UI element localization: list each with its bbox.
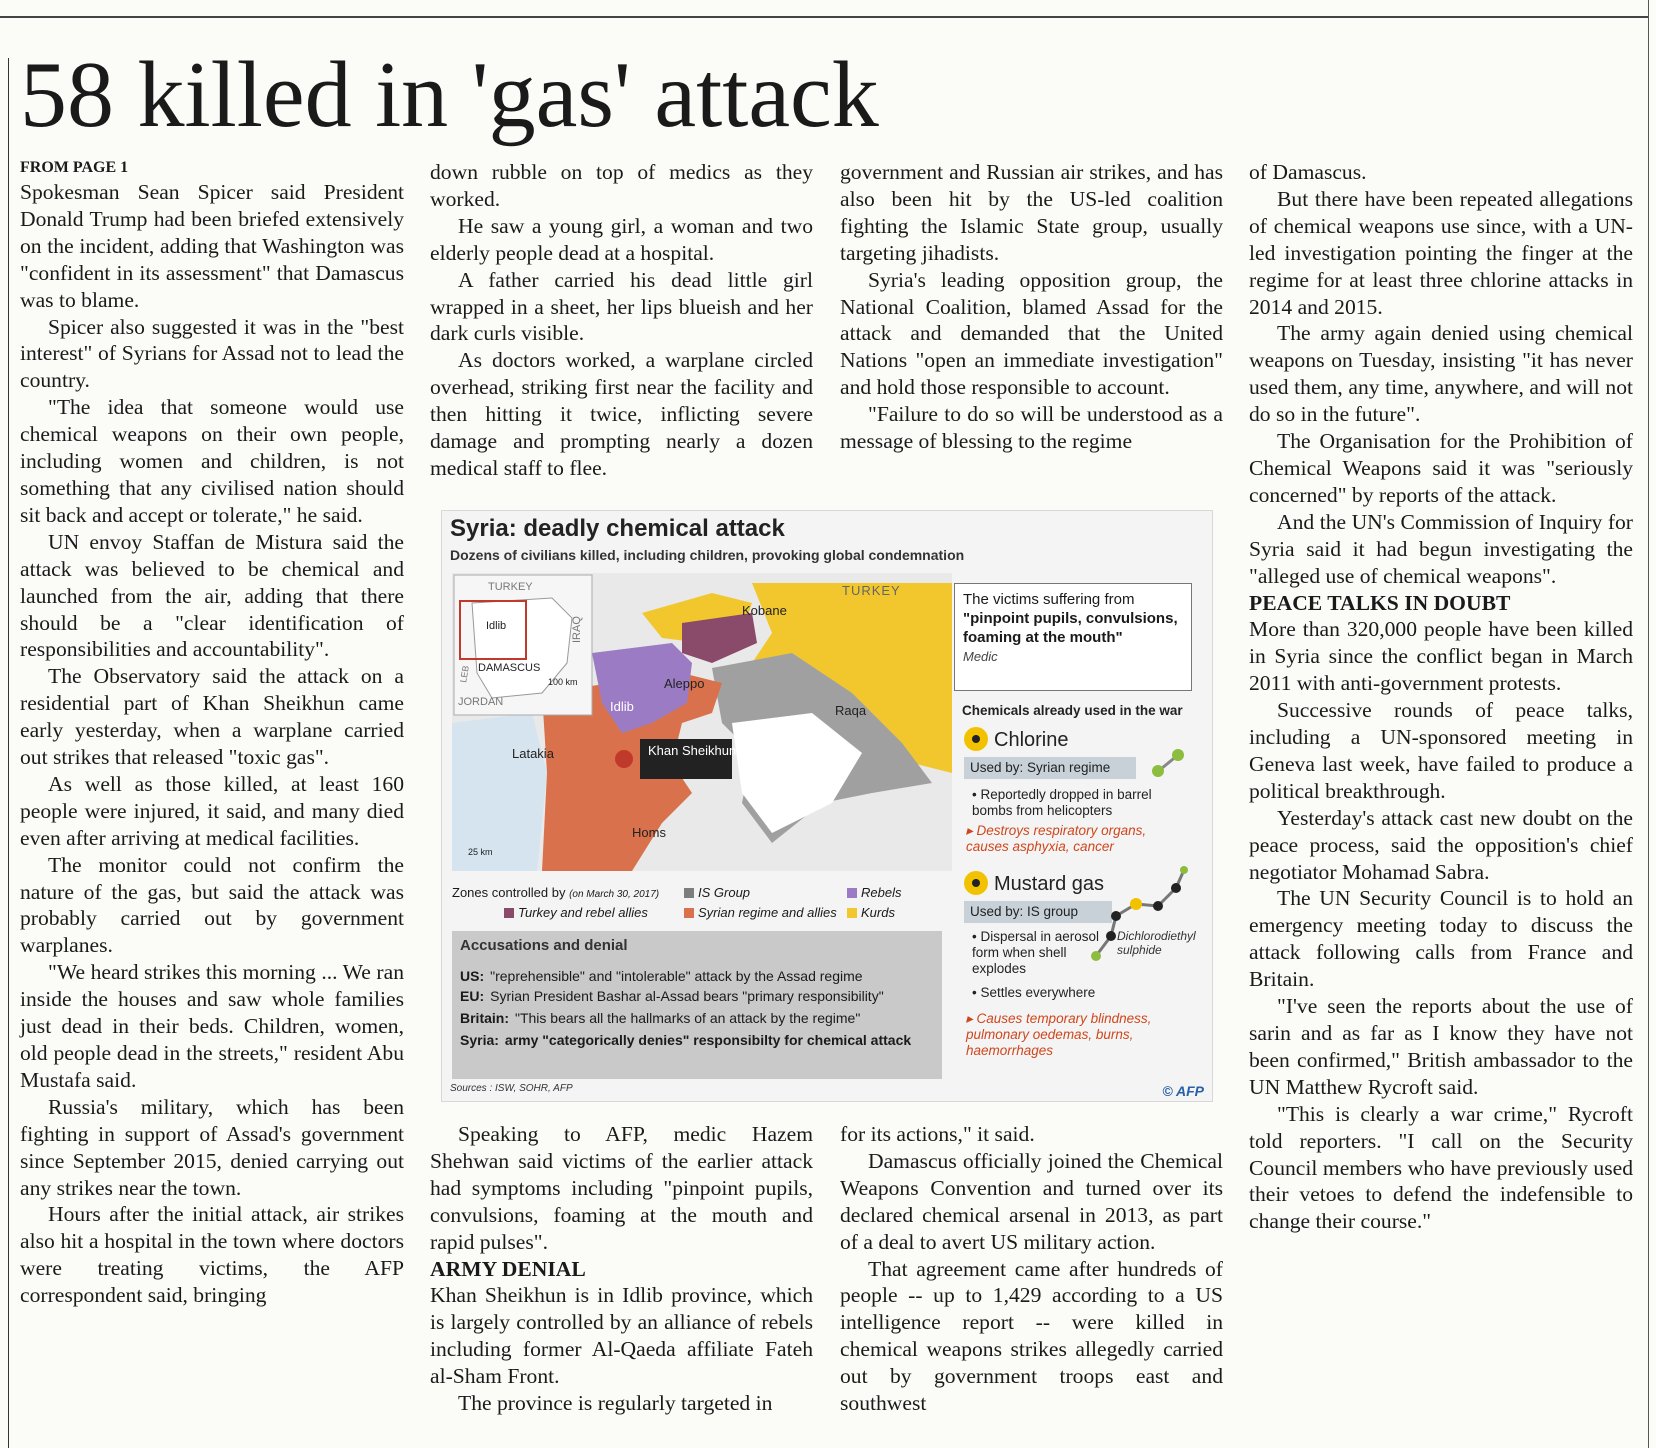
paragraph: Successive rounds of peace talks, including a UN-sponsored meeting in Geneva last week, have failed to produce a political breakthrough. [1249,698,1633,803]
map-label-iraq: IRAQ [571,616,583,643]
accusation-us-text: "reprehensible" and "intolerable" attack by the Assad regime [490,968,863,984]
accusation-syria-text: army "categorically denies" responsibilty for chemical attack [504,1032,912,1048]
mustard-name: Mustard gas [994,873,1105,895]
right-rule [1648,0,1649,1448]
accusation-eu-key: EU: [460,988,485,1004]
hazard-icon [964,727,988,751]
legend-swatch-kurds [847,908,857,918]
map-label-leb: LEB [458,664,471,684]
top-rule [0,16,1648,18]
paragraph: The Observatory said the attack on a residential part of Khan Sheikhun came early yesterday, when a warplane carried out strikes that released "toxic gas". [20,664,404,770]
paragraph: That agreement came after hundreds of people -- up to 1,429 according to a US intelligence report -- were killed in chemical weapons strikes allegedly carried out by government troops east and southwest [840,1256,1223,1416]
legend-swatch-turkey [504,908,514,918]
paragraph: Syria's leading opposition group, the National Coalition, blamed Assad for the attack and demanded that the United Nations "open an immediate investigation" and hold those responsible to account. [840,267,1223,400]
paragraph: Russia's military, which has been fighting in support of Assad's government since September 2015, denied carrying out any strikes near the town. [20,1094,404,1200]
paragraph: Khan Sheikhun is in Idlib province, which is largely controlled by an alliance of rebels including former Al-Qaeda affiliate Fateh al-Sham Front. [430,1283,813,1389]
accusation-eu [460,987,930,1005]
paragraph: "We heard strikes this morning ... We ran inside the houses and saw whole families just dead in their beds. Children, women, old people dead in the streets," resident Abu Mustafa said. [20,960,404,1092]
legend-swatch-regime [684,908,694,918]
mustard-bullet-1-text: Dispersal in aerosol form when shell explodes [972,929,1100,976]
chlorine-bullet: • Reportedly dropped in barrel bombs from helicopters [972,787,1152,818]
legend-is-label: IS Group [698,885,751,900]
paragraph: He saw a young girl, a woman and two elderly people dead at a hospital. [430,213,813,265]
chlorine-effects-text: Destroys respiratory organs, causes asphyxia, cancer [966,823,1147,854]
legend-is-group [684,885,750,900]
infographic-title: Syria: deadly chemical attack [450,515,785,542]
map-label-homs: Homs [632,825,666,840]
accusation-us [460,967,930,985]
map-label-jordan: JORDAN [458,696,504,708]
map-label-turkey-inset: TURKEY [488,581,533,593]
accusation-eu-text: Syrian President Bashar al-Assad bears "primary responsibility" [490,988,884,1004]
afp-credit: © AFP [1162,1083,1204,1099]
mustard-heading [964,871,1104,896]
map-label-damascus: DAMASCUS [478,662,541,674]
victims-quote: "pinpoint pupils, convulsions, foaming at the mouth" [963,610,1178,646]
map-label-aleppo: Aleppo [664,676,705,691]
paragraph: The Organisation for the Prohibition of Chemical Weapons said it was "seriously concerned" by reports of the attack. [1249,429,1633,507]
paragraph: More than 320,000 people have been killed in Syria since the conflict began in March 2011 with anti-government protests. [1249,617,1633,696]
map-label-khan-sheikhun: Khan Sheikhun [648,743,737,758]
paragraph: And the UN's Commission of Inquiry for Syria said it had begun investigating the "alleged use of chemical weapons". [1249,509,1633,588]
paragraph: A father carried his dead little girl wrapped in a sheet, her lips blueish and her dark curls visible. [430,267,813,346]
paragraph: down rubble on top of medics as they worked. [430,160,813,211]
paragraph: As well as those killed, at least 160 people were injured, it said, and many died even after arriving at medical facilities. [20,771,404,850]
map-legend [452,883,952,927]
mustard-bullet-1: • Dispersal in aerosol form when shell explodes [972,929,1100,976]
accusations-panel [452,931,942,1079]
attack-marker-icon [615,750,633,768]
legend-regime-label: Syrian regime and allies [698,905,837,920]
paragraph: Spicer also suggested it was in the "best interest" of Syrians for Assad not to lead the country. [20,314,404,393]
legend-rebels [847,885,901,900]
legend-kurds [847,905,895,920]
infographic-subtitle: Dozens of civilians killed, including children, provoking global condemnation [450,547,965,563]
legend-swatch-rebels [847,888,857,898]
article-column-3-bottom [840,1121,1223,1417]
chlorine-effects: ▸ Destroys respiratory organs, causes asphyxia, cancer [966,823,1147,854]
accusation-britain [460,1009,930,1027]
article-column-1 [20,157,404,1309]
paragraph: UN envoy Staffan de Mistura said the attack was believed to be chemical and launched from the air, adding that there should be a "clear identification of responsibilities and accountability". [20,529,404,662]
left-rule [8,58,9,1448]
accusation-syria-key: Syria: [460,1032,499,1048]
legend-date: (on March 30, 2017) [569,889,660,900]
legend-turkey-allies [504,905,648,920]
map-label-kobane: Kobane [742,603,787,618]
molecule-label: Dichlorodiethyl sulphide [1117,929,1196,957]
paragraph: "The idea that someone would use chemical weapons on their own people, including women and children, is not something that any civilised nation should sit back and accept or tolerate," he said. [20,395,404,527]
victims-source: Medic [963,649,998,664]
subheading-army-denial: ARMY DENIAL [430,1256,586,1281]
accusation-britain-key: Britain: [460,1010,509,1026]
chlorine-name: Chlorine [994,729,1069,751]
paragraph: of Damascus. [1249,160,1367,184]
paragraph: Spokesman Sean Spicer said President Donald Trump had been briefed extensively on the incident, adding that Washington was "confident in its assessment" that Damascus was to blame. [20,180,404,312]
chlorine-molecule-icon [1150,747,1186,779]
paragraph: government and Russian air strikes, and has also been hit by the US-led coalition fighting the Islamic State group, usually targeting jihadists. [840,160,1223,265]
map-label-scale-inset: 100 km [548,677,578,687]
article-column-4 [1249,159,1633,1235]
chlorine-heading [964,727,1068,752]
paragraph: "Failure to do so will be understood as a message of blessing to the regime [840,402,1223,454]
mustard-used-by: Used by: IS group [964,901,1112,923]
mustard-effects-text: Causes temporary blindness, pulmonary oedemas, burns, haemorrhages [966,1011,1152,1058]
map-label-idlib: Idlib [610,699,634,714]
headline: 58 killed in 'gas' attack [20,43,879,147]
legend-title-text: Zones controlled by [452,885,566,900]
paragraph: Speaking to AFP, medic Hazem Shehwan said victims of the earlier attack had symptoms including "pinpoint pupils, convulsions, foaming at the mouth and rapid pulses". [430,1122,813,1254]
accusation-us-key: US: [460,968,485,984]
kicker: FROM PAGE 1 [20,159,129,176]
chlorine-used-by: Used by: Syrian regime [964,757,1136,779]
article-column-2-top [430,159,813,482]
paragraph: Hours after the initial attack, air strikes also hit a hospital in the town where doctors were treating victims, the AFP correspondent said, bringing [20,1202,404,1308]
paragraph: Damascus officially joined the Chemical Weapons Convention and turned over its declared chemical arsenal in 2013, as part of a deal to avert US military action. [840,1148,1223,1254]
paragraph: The army again denied using chemical weapons on Tuesday, insisting "it has never used them, any time, anywhere, and will not do so in the future". [1249,321,1633,427]
infographic [441,510,1213,1102]
map-label-raqa: Raqa [835,703,867,718]
map-label-latakia: Latakia [512,746,554,761]
victims-quote-box [954,583,1192,691]
accusation-britain-text: "This bears all the hallmarks of an attack by the regime" [515,1010,861,1026]
paragraph: "I've seen the reports about the use of sarin and as far as I know they have not been confirmed," British ambassador to the UN Matthew Rycroft said. [1249,994,1633,1099]
subheading-peace-talks: PEACE TALKS IN DOUBT [1249,590,1511,615]
paragraph: As doctors worked, a warplane circled overhead, striking first near the facility and then hitting it twice, inflicting severe damage and prompting nearly a dozen medical staff to flee. [430,348,813,480]
paragraph: The province is regularly targeted in [458,1391,773,1416]
paragraph: The monitor could not confirm the nature of the gas, but said the attack was probably carried out by government warplanes. [20,852,404,958]
paragraph: The UN Security Council is to hold an emergency meeting today to discuss the attack following calls from France and Britain. [1249,886,1633,992]
legend-swatch-is [684,888,694,898]
mustard-bullet-2-text: Settles everywhere [980,985,1096,1000]
legend-turkey-label: Turkey and rebel allies [518,905,648,920]
paragraph: But there have been repeated allegations of chemical weapons use since, with a UN-led investigation pointing the finger at the regime for at least three chlorine attacks in 2014 and 2015. [1249,186,1633,319]
map-label-turkey: TURKEY [842,583,901,598]
legend-regime [684,905,837,920]
article-column-3-top [840,159,1223,455]
accusations-title: Accusations and denial [460,937,628,954]
paragraph: for its actions," it said. [840,1122,1035,1146]
map-label-scale: 25 km [468,847,493,857]
graphic-sources: Sources : ISW, SOHR, AFP [450,1083,573,1094]
chemicals-heading: Chemicals already used in the war [962,703,1183,718]
chlorine-bullet-text: Reportedly dropped in barrel bombs from helicopters [972,787,1152,818]
legend-rebels-label: Rebels [861,885,902,900]
paragraph: Yesterday's attack cast new doubt on the peace process, said the opposition's chief negotiator Mohamad Sabra. [1249,805,1633,884]
mustard-effects: ▸ Causes temporary blindness, pulmonary oedemas, burns, haemorrhages [966,1011,1152,1058]
paragraph: "This is clearly a war crime," Rycroft told reporters. "I call on the Security Council members who have previously used their vetoes to defend the indefensible to change their course." [1249,1101,1633,1234]
article-column-2-bottom [430,1121,813,1417]
mustard-bullet-2: • Settles everywhere [972,985,1096,1000]
syria-map [452,573,952,871]
hazard-icon [964,871,988,895]
map-label-idlib-inset: Idlib [486,620,507,632]
sea-area [452,713,547,871]
legend-kurds-label: Kurds [861,905,895,920]
accusation-syria [460,1031,930,1049]
victims-intro: The victims suffering from [963,591,1135,608]
legend-title [452,885,659,900]
